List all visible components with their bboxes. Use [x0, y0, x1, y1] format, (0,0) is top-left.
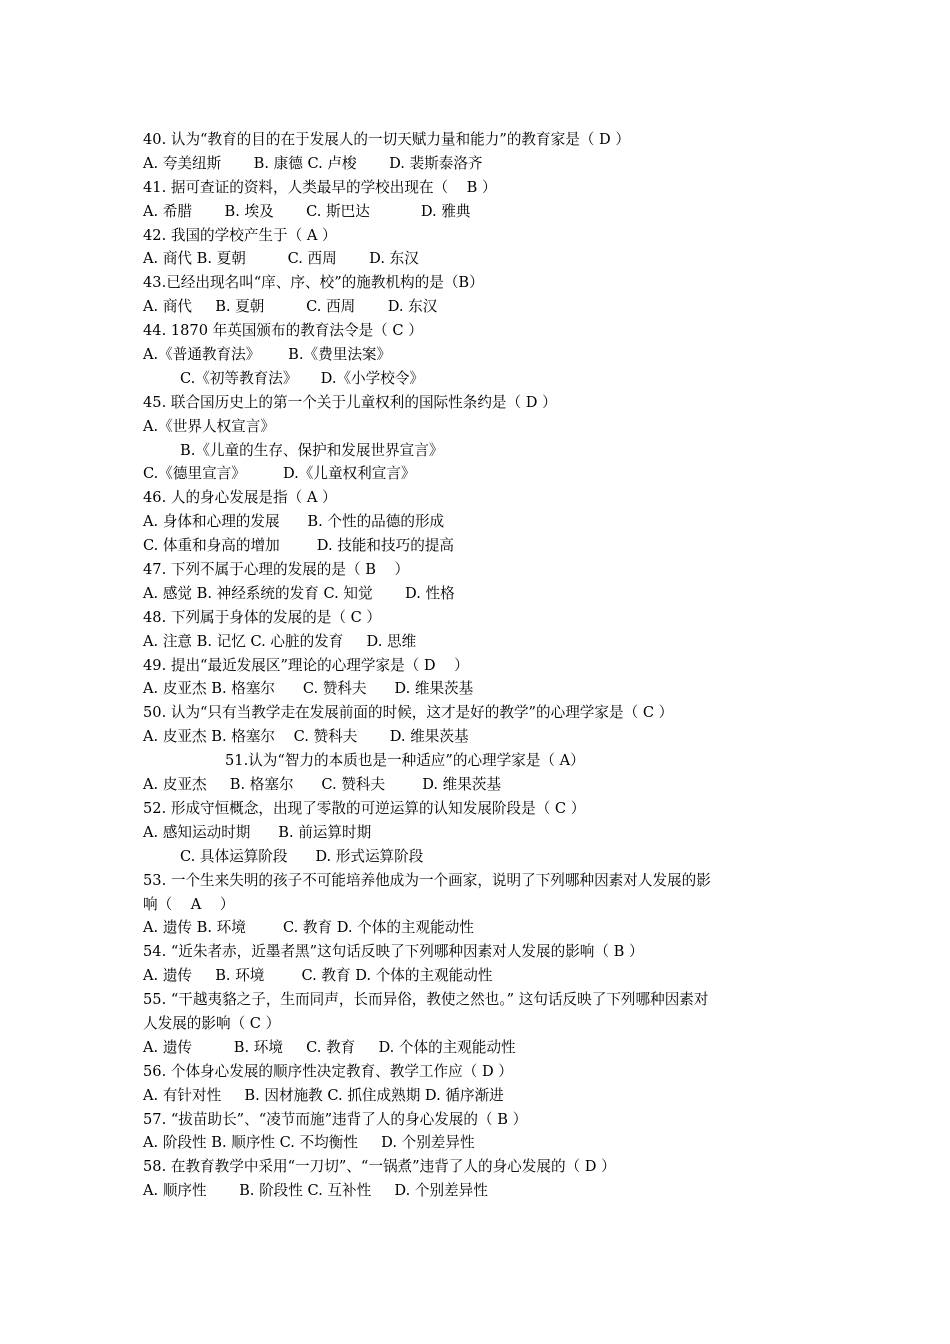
- question-45: 45. 联合国历史上的第一个关于儿童权利的国际性条约是（ D ）: [143, 393, 557, 411]
- question-48: 48. 下列属于身体的发展的是（ C ）: [143, 608, 382, 626]
- question-44: 44. 1870 年英国颁布的教育法令是（ C ）: [143, 322, 423, 340]
- question-52: 52. 形成守恒概念，出现了零散的可逆运算的认知发展阶段是（ C ）: [143, 799, 586, 817]
- options-41: A. 希腊 B. 埃及 C. 斯巴达 D. 雅典: [143, 202, 471, 220]
- question-53: 53. 一个生来失明的孩子不可能培养他成为一个画家，说明了下列哪种因素对人发展的影: [143, 871, 711, 889]
- question-list: [143, 128, 823, 1203]
- question-51: 51.认为“智力的本质也是一种适应”的心理学家是（ A）: [225, 752, 585, 770]
- options-53: A. 遗传 B. 环境 C. 教育 D. 个体的主观能动性: [143, 919, 474, 937]
- question-58: 58. 在教育教学中采用“一刀切”、“一锅煮”违背了人的身心发展的（ D ）: [143, 1158, 616, 1176]
- question-54: 54. “近朱者赤，近墨者黑”这句话反映了下列哪种因素对人发展的影响（ B ）: [143, 943, 644, 961]
- question-47: 47. 下列不属于心理的发展的是（ B ）: [143, 561, 410, 579]
- question-42: 42. 我国的学校产生于（ A ）: [143, 226, 337, 244]
- options-45-b: B.《儿童的生存、保护和发展世界宣言》: [180, 441, 444, 459]
- options-56: A. 有针对性 B. 因材施教 C. 抓住成熟期 D. 循序渐进: [143, 1086, 504, 1104]
- options-51: A. 皮亚杰 B. 格塞尔 C. 赞科夫 D. 维果茨基: [143, 776, 502, 794]
- question-56: 56. 个体身心发展的顺序性决定教育、教学工作应（ D ）: [143, 1062, 513, 1080]
- options-52-cd: C. 具体运算阶段 D. 形式运算阶段: [180, 847, 424, 865]
- question-46: 46. 人的身心发展是指（ A ）: [143, 489, 337, 507]
- question-40: 40. 认为“教育的目的在于发展人的一切天赋力量和能力”的教育家是（ D ）: [143, 131, 630, 148]
- options-57: A. 阶段性 B. 顺序性 C. 不均衡性 D. 个别差异性: [143, 1134, 475, 1152]
- options-44-cd: C.《初等教育法》 D.《小学校令》: [180, 369, 425, 387]
- options-58: A. 顺序性 B. 阶段性 C. 互补性 D. 个别差异性: [143, 1182, 488, 1200]
- options-46-ab: A. 身体和心理的发展 B. 个性的品德的形成: [143, 513, 445, 531]
- question-43: 43.已经出现名叫“庠、序、校”的施教机构的是（B）: [143, 274, 484, 292]
- options-50: A. 皮亚杰 B. 格塞尔 C. 赞科夫 D. 维果茨基: [143, 728, 469, 746]
- question-57: 57. “拔苗助长”、“凌节而施”违背了人的身心发展的（ B ）: [143, 1110, 528, 1128]
- question-50: 50. 认为“只有当教学走在发展前面的时候，这才是好的教学”的心理学家是（ C ）: [143, 704, 674, 722]
- options-45-a: A.《世界人权宣言》: [143, 417, 275, 435]
- question-41: 41. 据可查证的资料，人类最早的学校出现在（ B ）: [143, 178, 497, 196]
- options-55: A. 遗传 B. 环境 C. 教育 D. 个体的主观能动性: [143, 1038, 516, 1056]
- options-46-cd: C. 体重和身高的增加 D. 技能和技巧的提高: [143, 537, 454, 555]
- options-48: A. 注意 B. 记忆 C. 心脏的发育 D. 思维: [143, 632, 417, 650]
- question-55-cont: 人发展的影响（ C ）: [143, 1014, 281, 1032]
- options-43: A. 商代 B. 夏朝 C. 西周 D. 东汉: [143, 298, 438, 316]
- options-44-ab: A.《普通教育法》 B.《费里法案》: [143, 346, 392, 364]
- question-55: 55. “干越夷貉之子，生而同声，长而异俗，教使之然也。” 这句话反映了下列哪种因素对: [143, 991, 709, 1009]
- options-40: A. 夸美纽斯 B. 康德 C. 卢梭 D. 裴斯泰洛齐: [143, 154, 483, 172]
- options-52-ab: A. 感知运动时期 B. 前运算时期: [143, 823, 372, 841]
- options-54: A. 遗传 B. 环境 C. 教育 D. 个体的主观能动性: [143, 967, 493, 985]
- options-47: A. 感觉 B. 神经系统的发育 C. 知觉 D. 性格: [143, 584, 455, 602]
- question-53-cont: 响（ A ）: [143, 895, 235, 913]
- question-49: 49. 提出“最近发展区”理论的心理学家是（ D ）: [143, 656, 469, 674]
- options-42: A. 商代 B. 夏朝 C. 西周 D. 东汉: [143, 250, 419, 268]
- options-45-cd: C.《德里宣言》 D.《儿童权利宣言》: [143, 465, 416, 483]
- options-49: A. 皮亚杰 B. 格塞尔 C. 赞科夫 D. 维果茨基: [143, 680, 474, 698]
